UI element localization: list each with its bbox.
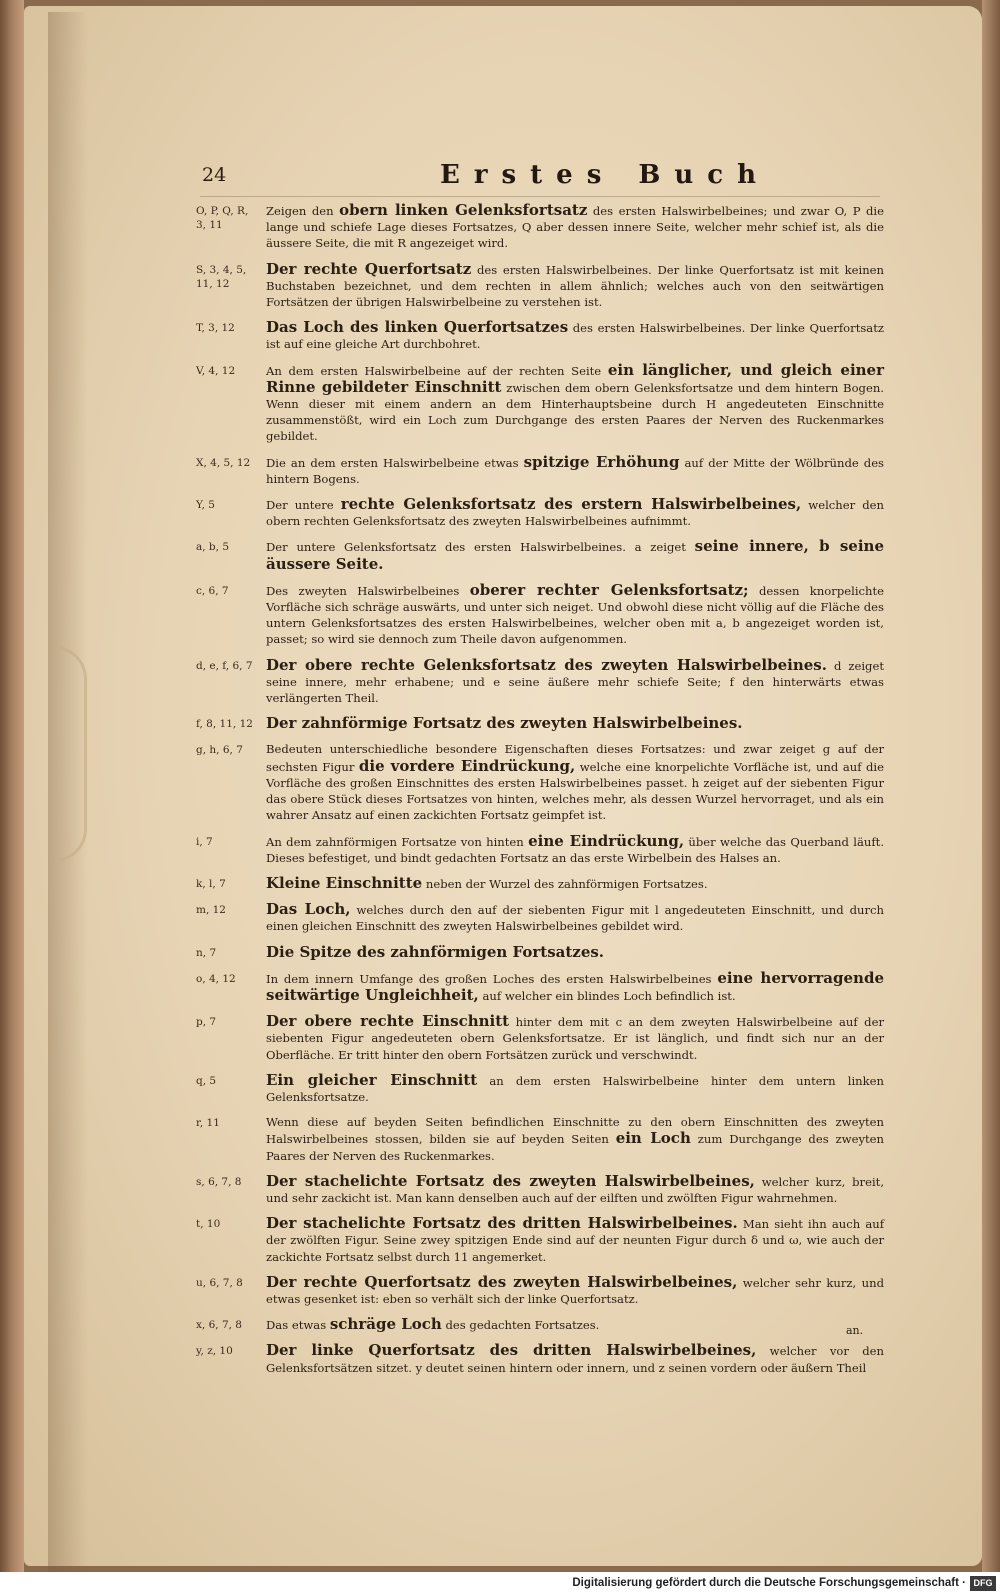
entry-lead: Das etwas [266,1318,330,1333]
entry-term: eine hervorragende seitwärtige Ungleichheit, [266,968,884,1004]
entry-text [266,944,884,961]
entry-label: k, l, 7 [196,877,226,890]
entry-term: Der obere rechte Gelenksfortsatz des zweyten Halswirbelbeines. [266,655,827,674]
entry-row [196,1114,884,1164]
entry-row [196,875,884,892]
entry-text [266,582,884,648]
entry-term: eine Eindrückung, [528,831,685,850]
entry-row [196,1072,884,1105]
entry-term: Der stachelichte Fortsatz des zweyten Halswirbelbeines, [266,1171,755,1190]
entry-term: schräge Loch [329,1315,442,1334]
entry-description: des ersten Halswirbelbeines; und zwar O, P die lange und schiefe Lage dieses Fortsatzes, Q aber dessen innere Seite, welcher mehr schief ist, als die äussere Seite, die mit R angezeiget wird. [266,204,884,251]
header-rule [200,196,880,197]
entry-lead: An dem zahnförmigen Fortsatze von hinten [266,834,529,849]
entry-description: zum Durchgange des zweyten Paares der Nerven des Ruckenmarkes. [266,1132,884,1163]
entry-term: Der stachelichte Fortsatz des dritten Halswirbelbeines. [266,1214,738,1233]
entry-term: Der obere rechte Einschnitt [266,1012,510,1031]
entry-label: d, e, f, 6, 7 [196,659,253,672]
entry-text [266,1215,884,1265]
entry-row [196,1215,884,1265]
entry-row [196,454,884,487]
entry-row [196,1013,884,1063]
entry-row [196,715,884,732]
entry-term: seine innere, b seine äussere Seite. [266,537,884,573]
entry-text [266,875,884,892]
entry-lead: Der untere [266,498,341,513]
entry-term: Ein gleicher Einschnitt [266,1070,478,1089]
entry-text [266,362,884,445]
entry-label: s, 6, 7, 8 [196,1175,242,1188]
entry-description: auf welcher ein blindes Loch befindlich ist. [478,988,736,1003]
entry-row [196,582,884,648]
entry-lead: Bedeuten unterschiedliche besondere Eigenschaften dieses Fortsatzes: und zwar zeiget g auf der sechsten Figur [266,742,884,774]
entry-term: die vordere Eindrückung, [358,756,576,775]
entry-lead: Zeigen den [266,204,340,218]
entry-lead: Die an dem ersten Halswirbelbeine etwas [266,455,524,470]
page-edge-right [982,0,1000,1572]
entry-description: welche eine knorpelichte Vorfläche ist, und auf die Vorfläche des großen Einschnittes des ersten Halswirbelbeines passet. h zeiget auf der siebenten Figur das obere Stück dieses Fortsatzes von hinten, welches mehr, als dessen Wurzel hervorraget, und als ein wahrer Ansatz auf einen zackichten Fortsatz geimpfet ist. [266,759,884,823]
entry-description: an dem ersten Halswirbelbeine hinter dem untern linken Gelenksfortsatze. [266,1073,884,1104]
entry-row [196,362,884,445]
entry-label: p, 7 [196,1016,217,1029]
entry-row [196,202,884,252]
entry-row [196,261,884,311]
entry-text [266,1173,884,1206]
entry-lead: In dem innern Umfange des großen Loches des ersten Halswirbelbeines [266,971,718,986]
entry-row [196,657,884,707]
entry-text [266,833,884,866]
entry-label: V, 4, 12 [196,364,236,377]
entry-term: Der zahnförmige Fortsatz des zweyten Halswirbelbeines. [266,714,743,733]
entry-label: q, 5 [196,1074,217,1087]
entry-term: spitzige Erhöhung [523,452,680,471]
entry-row [196,496,884,529]
entry-label: r, 11 [196,1117,220,1130]
entry-label: T, 3, 12 [196,322,235,335]
entry-label: t, 10 [196,1218,221,1231]
entry-term: rechte Gelenksfortsatz des erstern Halswirbelbeines, [340,495,802,514]
entry-label: m, 12 [196,904,226,917]
paper-stain [54,646,87,862]
entry-label: X, 4, 5, 12 [196,456,251,469]
entry-description: welcher den obern rechten Gelenksfortsatz des zweyten Halswirbelbeines aufnimmt. [266,498,884,529]
entry-text [266,715,884,732]
entry-term: Der linke Querfortsatz des dritten Halswirbelbeines, [266,1341,757,1360]
entry-description: hinter dem mit c an dem zweyten Halswirbelbeine auf der siebenten Figur angedeuteten obern Gelenksfortsatze. Er ist länglich, und findt sich nur an der Oberfläche. Er tritt hinter den obern Fortsätzen zurück und verschwindt. [266,1015,884,1062]
entry-term: ein Loch [615,1129,691,1148]
entry-text [266,741,884,823]
entry-label: O, P, Q, R, 3, 11 [196,205,249,231]
entry-text [266,657,884,707]
entry-text [266,496,884,529]
entry-description: dessen knorpelichte Vorfläche sich schräge auswärts, und unter sich neiget. Und obwohl diese nicht völlig auf die Fläche des untern Gelenksfortsatzes des ersten Halswirbelbeines, welcher oben mit a, b angezeiget worden ist, passet; so wird sie dennoch zum Theile davon aufgenommen. [266,583,885,647]
entry-row [196,538,884,572]
entry-description: neben der Wurzel des zahnförmigen Fortsatzes. [422,876,708,891]
entry-label: f, 8, 11, 12 [196,718,253,731]
entry-description: des ersten Halswirbelbeines. Der linke Querfortsatz ist auf eine gleiche Art durchbohret. [266,321,884,352]
entry-label: g, h, 6, 7 [196,744,243,757]
entry-row [196,319,884,352]
entry-description: welcher kurz, breit, und sehr zackicht ist. Man kann denselben auch auf der eilften und zwölften Figur wahrnehmen. [266,1174,885,1205]
entry-description: welches durch den auf der siebenten Figur mit l angedeuteten Einschnitt, und durch einen gleichen Einschnitt des zweyten Halswirbelbeines gebildet wird. [266,903,884,934]
entry-label: u, 6, 7, 8 [196,1276,243,1289]
entry-description: zwischen dem obern Gelenksfortsatze und dem hintern Bogen. Wenn dieser mit einem andern an dem Hinterhauptsbeine durch H angedeuteten Einschnitte zusammenstößt, wird ein Loch zum Durchgange des ersten Paares der Nerven des Ruckenmarkes gebildet. [266,380,884,444]
entry-term: Der rechte Querfortsatz des zweyten Halswirbelbeines, [266,1272,738,1291]
entry-label: i, 7 [196,835,213,848]
entry-term: Der rechte Querfortsatz [266,259,472,278]
entry-list [196,202,884,1385]
entry-description: d zeiget seine innere, mehr erhabene; und e seine äußere mehr schiefe Seite; f den hinterwärts etwas verlängerten Theil. [266,658,884,706]
page-edge-left [0,0,24,1572]
entry-row [196,1342,884,1375]
entry-text [266,1316,884,1333]
entry-text [266,202,884,252]
entry-description: welcher vor den Gelenksfortsätzen sitzet. y deutet seinen hintern oder innern, und z seinen vordern oder äußern Theil [266,1344,885,1375]
entry-row [196,1173,884,1206]
entry-label: n, 7 [196,946,217,959]
entry-label: S, 3, 4, 5, 11, 12 [196,263,247,290]
entry-lead: Der untere Gelenksfortsatz des ersten Halswirbelbeines. a zeiget [266,540,695,555]
entry-label: o, 4, 12 [196,972,236,985]
entry-row [196,1274,884,1307]
entry-lead: Des zweyten Halswirbelbeines [266,583,470,598]
entry-term: obern linken Gelenksfortsatz [339,201,588,219]
entry-text [266,1342,884,1375]
catchword: an. [846,1324,864,1337]
entry-row [196,1316,884,1333]
entry-text [266,970,884,1004]
entry-text [266,538,884,572]
entry-description: des ersten Halswirbelbeines. Der linke Querfortsatz ist mit keinen Buchstaben bezeichnet, und dem rechten in allem ähnlich; welches auch von den seitwärtigen Fortsätzen der übrigen Halswirbelbeine zu verstehen ist. [266,262,884,310]
dfg-logo-icon: DFG [970,1576,996,1591]
entry-term: Das Loch, [266,900,351,919]
entry-row [196,944,884,961]
entry-description: welcher sehr kurz, und etwas gesenket ist: eben so verhält sich der linke Querfortsatz. [266,1275,884,1306]
dfg-credit: Digitalisierung gefördert durch die Deutsche Forschungsgemeinschaft · [572,1577,966,1589]
entry-text [266,1274,884,1307]
entry-term: Kleine Einschnitte [266,873,423,892]
entry-description: auf der Mitte der Wölbründe des hintern Bogens. [266,455,884,486]
page-number: 24 [202,164,227,186]
running-head: Erstes Buch [440,160,771,190]
entry-description: Man sieht ihn auch auf der zwölften Figur. Seine zwey spitzigen Ende sind auf der neunten Figur durch ẟ und ω, wie auch der zackichte Fortsatz selbst durch 11 angemerket. [266,1217,884,1264]
entry-term: Das Loch des linken Querfortsatzes [266,318,569,337]
entry-label: x, 6, 7, 8 [196,1319,242,1332]
entry-row [196,970,884,1004]
entry-term: oberer rechter Gelenksfortsatz; [469,580,749,599]
entry-text [266,261,884,311]
entry-text [266,1114,884,1164]
entry-description: des gedachten Fortsatzes. [441,1318,600,1333]
entry-term: Die Spitze des zahnförmigen Fortsatzes. [266,942,605,961]
entry-label: c, 6, 7 [196,584,229,597]
entry-lead: Wenn diese auf beyden Seiten befindlichen Einschnitte zu den obern Einschnitten des zweyten Halswirbelbeines stossen, bilden sie auf beyden Seiten [266,1115,884,1147]
entry-row [196,741,884,823]
entry-text [266,319,884,352]
entry-label: Y, 5 [196,499,215,512]
entry-row [196,901,884,934]
entry-row [196,833,884,866]
footer-bar [0,1572,1000,1596]
entry-text [266,1013,884,1063]
entry-text [266,901,884,934]
entry-description: über welche das Querband läuft. Dieses befestiget, und bindt gedachten Fortsatz an das erste Wirbelbein des Halses an. [266,834,885,865]
entry-lead: An dem ersten Halswirbelbeine auf der rechten Seite [266,363,608,378]
entry-label: a, b, 5 [196,541,230,554]
entry-text [266,454,884,487]
entry-term: ein länglicher, und gleich einer Rinne gebildeter Einschnitt [266,360,884,396]
entry-text [266,1072,884,1105]
entry-label: y, z, 10 [196,1345,233,1358]
